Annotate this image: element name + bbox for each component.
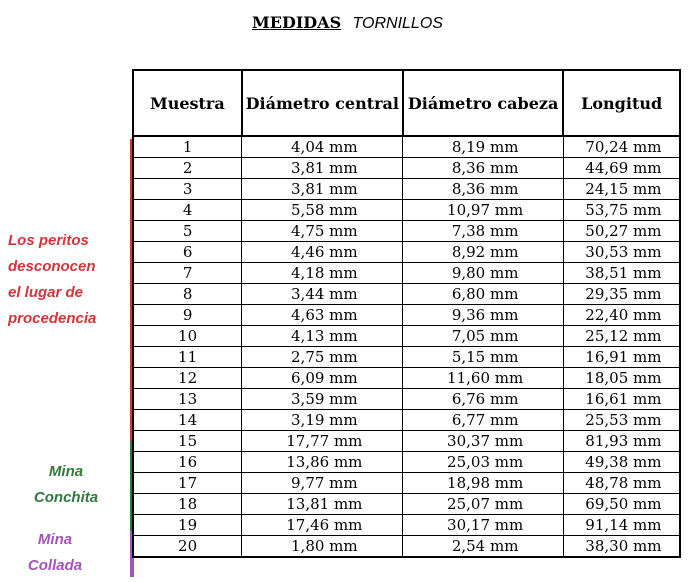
group-label-peritos bbox=[8, 228, 96, 332]
header-muestra: Muestra bbox=[133, 70, 242, 136]
cell-diametro-central: 6,09 mm bbox=[242, 368, 403, 389]
cell-muestra: 2 bbox=[133, 158, 242, 179]
cell-diametro-central: 9,77 mm bbox=[242, 473, 403, 494]
cell-diametro-central: 3,81 mm bbox=[242, 179, 403, 200]
cell-diametro-central: 4,46 mm bbox=[242, 242, 403, 263]
header-diametro-cabeza: Diámetro cabeza bbox=[403, 70, 563, 136]
cell-diametro-cabeza: 8,19 mm bbox=[403, 136, 563, 158]
table-header-row bbox=[133, 70, 680, 136]
cell-muestra: 18 bbox=[133, 494, 242, 515]
header-longitud: Longitud bbox=[563, 70, 680, 136]
cell-longitud: 38,30 mm bbox=[563, 536, 680, 558]
cell-longitud: 70,24 mm bbox=[563, 136, 680, 158]
cell-longitud: 18,05 mm bbox=[563, 368, 680, 389]
table-row bbox=[133, 347, 680, 368]
table-row bbox=[133, 431, 680, 452]
cell-diametro-central: 4,04 mm bbox=[242, 136, 403, 158]
cell-muestra: 13 bbox=[133, 389, 242, 410]
group-label-collada bbox=[18, 527, 92, 579]
cell-diametro-cabeza: 6,76 mm bbox=[403, 389, 563, 410]
cell-diametro-cabeza: 9,80 mm bbox=[403, 263, 563, 284]
cell-longitud: 16,61 mm bbox=[563, 389, 680, 410]
cell-diametro-central: 4,63 mm bbox=[242, 305, 403, 326]
cell-diametro-cabeza: 8,36 mm bbox=[403, 179, 563, 200]
cell-diametro-cabeza: 2,54 mm bbox=[403, 536, 563, 558]
cell-longitud: 49,38 mm bbox=[563, 452, 680, 473]
table-row bbox=[133, 179, 680, 200]
cell-diametro-central: 2,75 mm bbox=[242, 347, 403, 368]
cell-longitud: 29,35 mm bbox=[563, 284, 680, 305]
cell-diametro-cabeza: 18,98 mm bbox=[403, 473, 563, 494]
table-row bbox=[133, 242, 680, 263]
table-row bbox=[133, 305, 680, 326]
cell-longitud: 30,53 mm bbox=[563, 242, 680, 263]
table-row bbox=[133, 200, 680, 221]
cell-muestra: 16 bbox=[133, 452, 242, 473]
cell-longitud: 69,50 mm bbox=[563, 494, 680, 515]
title-sub: TORNILLOS bbox=[352, 15, 443, 32]
cell-muestra: 19 bbox=[133, 515, 242, 536]
cell-diametro-cabeza: 6,80 mm bbox=[403, 284, 563, 305]
cell-diametro-central: 13,86 mm bbox=[242, 452, 403, 473]
cell-diametro-cabeza: 10,97 mm bbox=[403, 200, 563, 221]
cell-muestra: 11 bbox=[133, 347, 242, 368]
cell-longitud: 48,78 mm bbox=[563, 473, 680, 494]
table-row bbox=[133, 515, 680, 536]
cell-muestra: 5 bbox=[133, 221, 242, 242]
cell-longitud: 25,12 mm bbox=[563, 326, 680, 347]
screw-measurements-table bbox=[132, 69, 681, 558]
cell-longitud: 91,14 mm bbox=[563, 515, 680, 536]
cell-diametro-central: 4,75 mm bbox=[242, 221, 403, 242]
cell-muestra: 9 bbox=[133, 305, 242, 326]
cell-diametro-cabeza: 25,03 mm bbox=[403, 452, 563, 473]
cell-longitud: 81,93 mm bbox=[563, 431, 680, 452]
cell-muestra: 10 bbox=[133, 326, 242, 347]
cell-muestra: 6 bbox=[133, 242, 242, 263]
cell-diametro-cabeza: 11,60 mm bbox=[403, 368, 563, 389]
group-label-line: el lugar de bbox=[8, 284, 84, 301]
cell-diametro-central: 3,81 mm bbox=[242, 158, 403, 179]
cell-longitud: 50,27 mm bbox=[563, 221, 680, 242]
cell-muestra: 15 bbox=[133, 431, 242, 452]
table-row bbox=[133, 158, 680, 179]
group-label-line: Mina bbox=[48, 463, 84, 480]
cell-longitud: 44,69 mm bbox=[563, 158, 680, 179]
cell-diametro-cabeza: 8,92 mm bbox=[403, 242, 563, 263]
cell-diametro-cabeza: 7,38 mm bbox=[403, 221, 563, 242]
group-label-conchita bbox=[16, 459, 116, 511]
table-row bbox=[133, 136, 680, 158]
group-label-line: procedencia bbox=[8, 310, 97, 327]
cell-diametro-central: 17,77 mm bbox=[242, 431, 403, 452]
table-row bbox=[133, 221, 680, 242]
group-label-line: Collada bbox=[27, 557, 83, 574]
group-label-line: Mina bbox=[37, 531, 73, 548]
cell-muestra: 8 bbox=[133, 284, 242, 305]
cell-diametro-cabeza: 6,77 mm bbox=[403, 410, 563, 431]
cell-diametro-cabeza: 25,07 mm bbox=[403, 494, 563, 515]
table-row bbox=[133, 494, 680, 515]
table-row bbox=[133, 263, 680, 284]
cell-muestra: 20 bbox=[133, 536, 242, 558]
cell-diametro-cabeza: 9,36 mm bbox=[403, 305, 563, 326]
cell-diametro-central: 5,58 mm bbox=[242, 200, 403, 221]
cell-diametro-cabeza: 30,37 mm bbox=[403, 431, 563, 452]
table-row bbox=[133, 410, 680, 431]
cell-diametro-central: 1,80 mm bbox=[242, 536, 403, 558]
cell-longitud: 24,15 mm bbox=[563, 179, 680, 200]
cell-diametro-central: 17,46 mm bbox=[242, 515, 403, 536]
header-diametro-central: Diámetro central bbox=[242, 70, 403, 136]
cell-muestra: 3 bbox=[133, 179, 242, 200]
cell-longitud: 53,75 mm bbox=[563, 200, 680, 221]
cell-muestra: 7 bbox=[133, 263, 242, 284]
cell-diametro-central: 4,18 mm bbox=[242, 263, 403, 284]
cell-longitud: 22,40 mm bbox=[563, 305, 680, 326]
cell-diametro-central: 3,19 mm bbox=[242, 410, 403, 431]
cell-diametro-central: 4,13 mm bbox=[242, 326, 403, 347]
cell-longitud: 38,51 mm bbox=[563, 263, 680, 284]
title-main: MEDIDAS bbox=[252, 13, 342, 32]
cell-longitud: 16,91 mm bbox=[563, 347, 680, 368]
cell-muestra: 12 bbox=[133, 368, 242, 389]
cell-muestra: 17 bbox=[133, 473, 242, 494]
table-row bbox=[133, 536, 680, 558]
cell-diametro-central: 13,81 mm bbox=[242, 494, 403, 515]
table-row bbox=[133, 389, 680, 410]
cell-muestra: 4 bbox=[133, 200, 242, 221]
cell-diametro-cabeza: 5,15 mm bbox=[403, 347, 563, 368]
table-row bbox=[133, 368, 680, 389]
group-label-line: desconocen bbox=[8, 258, 96, 275]
cell-muestra: 14 bbox=[133, 410, 242, 431]
table-row bbox=[133, 284, 680, 305]
cell-diametro-cabeza: 8,36 mm bbox=[403, 158, 563, 179]
cell-diametro-cabeza: 30,17 mm bbox=[403, 515, 563, 536]
cell-longitud: 25,53 mm bbox=[563, 410, 680, 431]
table-row bbox=[133, 452, 680, 473]
page-title bbox=[0, 13, 695, 33]
group-label-line: Los peritos bbox=[8, 232, 89, 249]
cell-diametro-central: 3,44 mm bbox=[242, 284, 403, 305]
cell-diametro-cabeza: 7,05 mm bbox=[403, 326, 563, 347]
cell-muestra: 1 bbox=[133, 136, 242, 158]
cell-diametro-central: 3,59 mm bbox=[242, 389, 403, 410]
group-label-line: Conchita bbox=[33, 489, 99, 506]
table-row bbox=[133, 326, 680, 347]
table-row bbox=[133, 473, 680, 494]
